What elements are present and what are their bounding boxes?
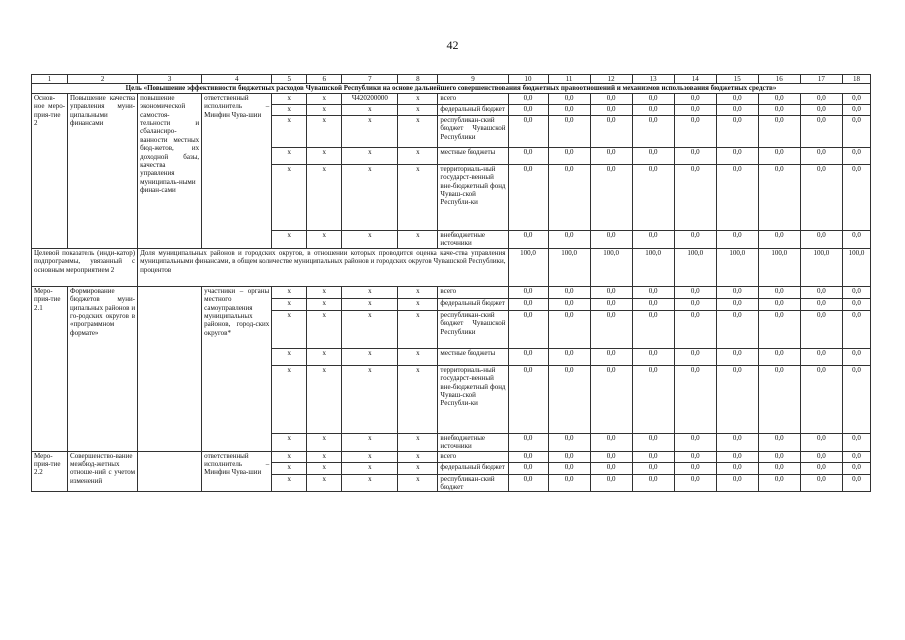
code-expense-group: x (398, 365, 438, 433)
year-value: 0,0 (632, 286, 674, 298)
year-value: 0,0 (716, 93, 758, 104)
event-code: Меро-прия-тие 2.1 (32, 286, 68, 451)
code-grbs: x (272, 433, 307, 451)
year-value: 0,0 (590, 298, 632, 310)
year-value: 0,0 (842, 230, 870, 248)
code-target-article: x (342, 462, 398, 474)
event-goal: повышение экономической самостоя-тельности и сбалансиро-ванности местных бюд-жетов, их доходной базы, качества управления муниципаль-ными финан-сами (138, 93, 202, 248)
code-section: x (307, 286, 342, 298)
year-value: 0,0 (632, 230, 674, 248)
code-target-article: x (342, 147, 398, 164)
year-value: 0,0 (716, 286, 758, 298)
year-value: 0,0 (508, 230, 548, 248)
year-value: 0,0 (548, 310, 590, 348)
code-grbs: x (272, 365, 307, 433)
year-value: 0,0 (842, 451, 870, 462)
year-value: 0,0 (590, 462, 632, 474)
year-value: 0,0 (548, 348, 590, 365)
year-value: 0,0 (548, 433, 590, 451)
funding-source: внебюджетные источники (438, 433, 508, 451)
code-grbs: x (272, 164, 307, 230)
funding-source: федеральный бюджет (438, 298, 508, 310)
table-row (32, 93, 871, 104)
code-grbs: x (272, 462, 307, 474)
code-target-article: x (342, 433, 398, 451)
column-number: 7 (342, 75, 398, 84)
year-value: 0,0 (674, 115, 716, 147)
year-value: 0,0 (674, 286, 716, 298)
year-value: 0,0 (758, 230, 800, 248)
code-grbs: x (272, 286, 307, 298)
code-target-article: x (342, 104, 398, 115)
year-value: 0,0 (632, 93, 674, 104)
year-value: 0,0 (800, 147, 842, 164)
code-expense-group: x (398, 433, 438, 451)
code-section: x (307, 451, 342, 462)
year-value: 0,0 (632, 115, 674, 147)
column-number: 5 (272, 75, 307, 84)
code-expense-group: x (398, 462, 438, 474)
year-value: 0,0 (758, 286, 800, 298)
year-value: 0,0 (674, 451, 716, 462)
code-expense-group: x (398, 147, 438, 164)
year-value: 0,0 (716, 230, 758, 248)
year-value: 0,0 (590, 115, 632, 147)
year-value: 0,0 (674, 104, 716, 115)
year-value: 0,0 (758, 147, 800, 164)
target-value: 100,0 (716, 248, 758, 286)
year-value: 0,0 (800, 298, 842, 310)
year-value: 0,0 (590, 474, 632, 492)
code-expense-group: x (398, 286, 438, 298)
code-expense-group: x (398, 115, 438, 147)
year-value: 0,0 (548, 104, 590, 115)
year-value: 0,0 (548, 365, 590, 433)
funding-source: внебюджетные источники (438, 230, 508, 248)
year-value: 0,0 (716, 310, 758, 348)
year-value: 0,0 (548, 462, 590, 474)
year-value: 0,0 (590, 365, 632, 433)
year-value: 0,0 (674, 230, 716, 248)
year-value: 0,0 (758, 462, 800, 474)
code-expense-group: x (398, 298, 438, 310)
event-name: Совершенство-вание межбюд-жетных отноше-ний с учетом изменений (68, 451, 138, 492)
year-value: 0,0 (842, 348, 870, 365)
column-number: 12 (590, 75, 632, 84)
event-code: Основ-ное меро-прия-тие 2 (32, 93, 68, 248)
target-value: 100,0 (674, 248, 716, 286)
year-value: 0,0 (632, 474, 674, 492)
year-value: 0,0 (508, 348, 548, 365)
code-expense-group: x (398, 93, 438, 104)
goal-row (32, 84, 871, 93)
year-value: 0,0 (674, 298, 716, 310)
funding-source: местные бюджеты (438, 147, 508, 164)
event-executor: участники – органы местного самоуправления муниципальных районов, город-ских округов* (202, 286, 272, 451)
year-value: 0,0 (842, 93, 870, 104)
code-target-article: x (342, 451, 398, 462)
year-value: 0,0 (508, 164, 548, 230)
year-value: 0,0 (674, 348, 716, 365)
target-value: 100,0 (842, 248, 870, 286)
year-value: 0,0 (800, 451, 842, 462)
year-value: 0,0 (716, 433, 758, 451)
code-section: x (307, 115, 342, 147)
page-number: 42 (446, 38, 459, 52)
column-number: 6 (307, 75, 342, 84)
code-grbs: x (272, 147, 307, 164)
event-code: Меро-прия-тие 2.2 (32, 451, 68, 492)
year-value: 0,0 (842, 104, 870, 115)
column-number: 11 (548, 75, 590, 84)
code-section: x (307, 230, 342, 248)
year-value: 0,0 (590, 433, 632, 451)
year-value: 0,0 (758, 93, 800, 104)
year-value: 0,0 (590, 93, 632, 104)
column-number: 9 (438, 75, 508, 84)
table-row (32, 286, 871, 298)
year-value: 0,0 (632, 433, 674, 451)
year-value: 0,0 (508, 93, 548, 104)
target-indicator-label: Целевой показатель (инди-катор) подпрограммы, увязанный с основным мероприятием 2 (32, 248, 138, 286)
funding-source: всего (438, 286, 508, 298)
year-value: 0,0 (716, 298, 758, 310)
column-number-row (32, 75, 871, 84)
target-value: 100,0 (632, 248, 674, 286)
year-value: 0,0 (548, 147, 590, 164)
code-expense-group: x (398, 164, 438, 230)
year-value: 0,0 (632, 365, 674, 433)
year-value: 0,0 (758, 115, 800, 147)
code-section: x (307, 433, 342, 451)
funding-source: всего (438, 93, 508, 104)
code-target-article: x (342, 310, 398, 348)
code-section: x (307, 474, 342, 492)
year-value: 0,0 (674, 164, 716, 230)
year-value: 0,0 (758, 433, 800, 451)
year-value: 0,0 (508, 310, 548, 348)
year-value: 0,0 (590, 104, 632, 115)
year-value: 0,0 (590, 164, 632, 230)
funding-source: республикан-ский бюджет Чувашской Республики (438, 115, 508, 147)
column-number: 10 (508, 75, 548, 84)
year-value: 0,0 (508, 474, 548, 492)
funding-source: республикан-ский бюджет Чувашской Республики (438, 310, 508, 348)
code-expense-group: x (398, 310, 438, 348)
event-goal (138, 286, 202, 451)
year-value: 0,0 (842, 365, 870, 433)
year-value: 0,0 (632, 348, 674, 365)
code-expense-group: x (398, 474, 438, 492)
year-value: 0,0 (800, 348, 842, 365)
event-executor: ответственный исполнитель – Минфин Чува-шии (202, 451, 272, 492)
column-number: 18 (842, 75, 870, 84)
year-value: 0,0 (548, 451, 590, 462)
code-grbs: x (272, 104, 307, 115)
code-section: x (307, 147, 342, 164)
year-value: 0,0 (716, 451, 758, 462)
year-value: 0,0 (674, 310, 716, 348)
funding-source: республикан-ский бюджет (438, 474, 508, 492)
code-target-article: x (342, 365, 398, 433)
year-value: 0,0 (758, 298, 800, 310)
target-value: 100,0 (758, 248, 800, 286)
year-value: 0,0 (548, 230, 590, 248)
year-value: 0,0 (508, 147, 548, 164)
column-number: 3 (138, 75, 202, 84)
year-value: 0,0 (508, 298, 548, 310)
code-expense-group: x (398, 451, 438, 462)
year-value: 0,0 (716, 462, 758, 474)
code-section: x (307, 298, 342, 310)
code-section: x (307, 348, 342, 365)
year-value: 0,0 (632, 298, 674, 310)
funding-source: территориаль-ный государст-венный вне-бюджетный фонд Чуваш-ской Республи-ки (438, 164, 508, 230)
code-target-article: x (342, 286, 398, 298)
column-number: 15 (716, 75, 758, 84)
year-value: 0,0 (842, 298, 870, 310)
code-section: x (307, 164, 342, 230)
code-expense-group: x (398, 230, 438, 248)
year-value: 0,0 (590, 286, 632, 298)
code-target-article: x (342, 164, 398, 230)
year-value: 0,0 (800, 433, 842, 451)
year-value: 0,0 (548, 474, 590, 492)
year-value: 0,0 (632, 310, 674, 348)
year-value: 0,0 (590, 348, 632, 365)
year-value: 0,0 (800, 93, 842, 104)
year-value: 0,0 (758, 348, 800, 365)
year-value: 0,0 (674, 147, 716, 164)
column-number: 1 (32, 75, 68, 84)
column-number: 14 (674, 75, 716, 84)
code-section: x (307, 93, 342, 104)
event-name: Формирование бюджетов муни-ципальных районов и го-родских округов в «программном формате» (68, 286, 138, 451)
year-value: 0,0 (632, 462, 674, 474)
year-value: 0,0 (590, 147, 632, 164)
event-goal (138, 451, 202, 492)
year-value: 0,0 (508, 462, 548, 474)
code-target-article: x (342, 474, 398, 492)
year-value: 0,0 (800, 286, 842, 298)
target-indicator-row (32, 248, 871, 286)
code-target-article: x (342, 115, 398, 147)
year-value: 0,0 (674, 474, 716, 492)
year-value: 0,0 (800, 462, 842, 474)
column-number: 4 (202, 75, 272, 84)
year-value: 0,0 (548, 93, 590, 104)
year-value: 0,0 (548, 298, 590, 310)
target-indicator-text: Доля муниципальных районов и городских округов, в отношении которых проводится оценка каче-ства управления муниципальными финансами, в общем количестве муниципальных районов и городских округов Чувашской Республики, процентов (138, 248, 508, 286)
year-value: 0,0 (842, 462, 870, 474)
funding-source: всего (438, 451, 508, 462)
event-executor: ответственный исполнитель – Минфин Чува-шии (202, 93, 272, 248)
column-number: 8 (398, 75, 438, 84)
year-value: 0,0 (800, 474, 842, 492)
column-number: 13 (632, 75, 674, 84)
code-grbs: x (272, 348, 307, 365)
code-grbs: x (272, 230, 307, 248)
year-value: 0,0 (508, 104, 548, 115)
year-value: 0,0 (842, 115, 870, 147)
year-value: 0,0 (632, 451, 674, 462)
column-number: 17 (800, 75, 842, 84)
year-value: 0,0 (800, 104, 842, 115)
year-value: 0,0 (590, 230, 632, 248)
year-value: 0,0 (758, 164, 800, 230)
column-number: 2 (68, 75, 138, 84)
year-value: 0,0 (716, 365, 758, 433)
code-expense-group: x (398, 348, 438, 365)
year-value: 0,0 (842, 147, 870, 164)
year-value: 0,0 (800, 164, 842, 230)
table-row (32, 451, 871, 462)
year-value: 0,0 (716, 115, 758, 147)
year-value: 0,0 (632, 147, 674, 164)
funding-source: местные бюджеты (438, 348, 508, 365)
year-value: 0,0 (508, 286, 548, 298)
year-value: 0,0 (508, 115, 548, 147)
code-grbs: x (272, 298, 307, 310)
target-value: 100,0 (548, 248, 590, 286)
target-value: 100,0 (590, 248, 632, 286)
year-value: 0,0 (716, 474, 758, 492)
year-value: 0,0 (758, 104, 800, 115)
year-value: 0,0 (548, 286, 590, 298)
year-value: 0,0 (842, 286, 870, 298)
year-value: 0,0 (800, 115, 842, 147)
code-grbs: x (272, 93, 307, 104)
column-number: 16 (758, 75, 800, 84)
year-value: 0,0 (716, 164, 758, 230)
code-target-article: x (342, 298, 398, 310)
year-value: 0,0 (758, 451, 800, 462)
year-value: 0,0 (632, 104, 674, 115)
year-value: 0,0 (842, 310, 870, 348)
year-value: 0,0 (548, 115, 590, 147)
year-value: 0,0 (674, 365, 716, 433)
year-value: 0,0 (758, 365, 800, 433)
code-target-article: Ч420200000 (342, 93, 398, 104)
code-grbs: x (272, 474, 307, 492)
year-value: 0,0 (716, 348, 758, 365)
year-value: 0,0 (842, 433, 870, 451)
year-value: 0,0 (758, 474, 800, 492)
goal-text: Цель «Повышение эффективности бюджетных расходов Чувашской Республики на основе дальнейшего совершенствования бюджетных правоотношений и механизмов использования бюджетных средств» (32, 84, 871, 93)
year-value: 0,0 (508, 451, 548, 462)
year-value: 0,0 (548, 164, 590, 230)
code-section: x (307, 462, 342, 474)
year-value: 0,0 (632, 164, 674, 230)
code-section: x (307, 365, 342, 433)
target-value: 100,0 (800, 248, 842, 286)
year-value: 0,0 (800, 310, 842, 348)
funding-source: федеральный бюджет (438, 104, 508, 115)
funding-source: территориаль-ный государст-венный вне-бюджетный фонд Чуваш-ской Республи-ки (438, 365, 508, 433)
code-target-article: x (342, 348, 398, 365)
code-grbs: x (272, 310, 307, 348)
year-value: 0,0 (758, 310, 800, 348)
code-section: x (307, 310, 342, 348)
year-value: 0,0 (842, 164, 870, 230)
code-expense-group: x (398, 104, 438, 115)
event-name: Повышение качества управления муни-ципальными финансами (68, 93, 138, 248)
year-value: 0,0 (716, 147, 758, 164)
funding-source: федеральный бюджет (438, 462, 508, 474)
year-value: 0,0 (842, 474, 870, 492)
code-grbs: x (272, 115, 307, 147)
year-value: 0,0 (508, 365, 548, 433)
year-value: 0,0 (590, 451, 632, 462)
year-value: 0,0 (508, 433, 548, 451)
year-value: 0,0 (800, 365, 842, 433)
year-value: 0,0 (674, 433, 716, 451)
year-value: 0,0 (800, 230, 842, 248)
year-value: 0,0 (674, 93, 716, 104)
code-grbs: x (272, 451, 307, 462)
code-target-article: x (342, 230, 398, 248)
target-value: 100,0 (508, 248, 548, 286)
year-value: 0,0 (674, 462, 716, 474)
budget-table (31, 74, 871, 492)
code-section: x (307, 104, 342, 115)
year-value: 0,0 (716, 104, 758, 115)
year-value: 0,0 (590, 310, 632, 348)
